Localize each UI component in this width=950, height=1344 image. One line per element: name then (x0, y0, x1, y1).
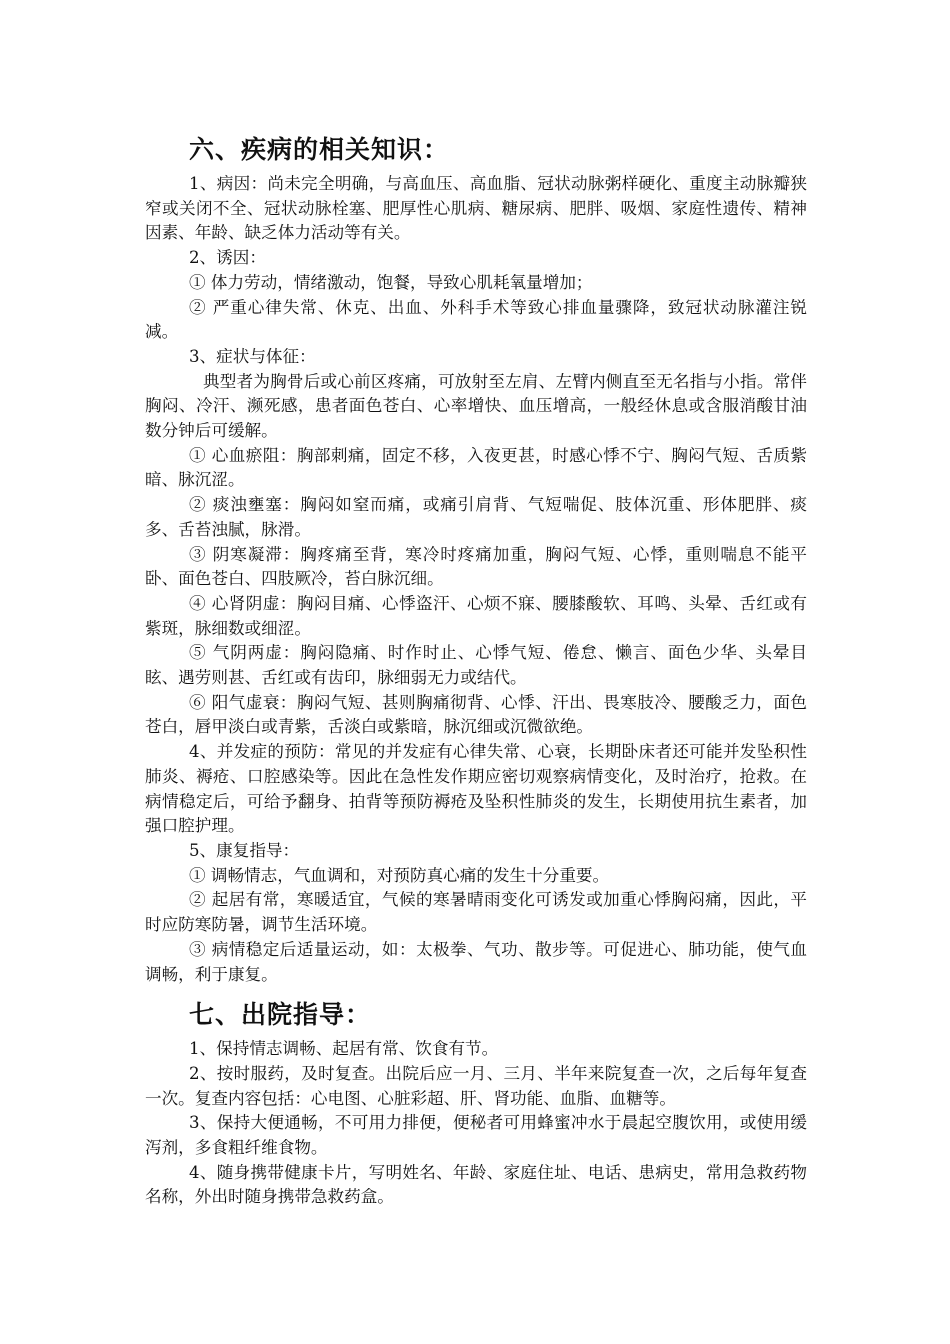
paragraph-rehab-1: ① 调畅情志，气血调和，对预防真心痛的发生十分重要。 (189, 865, 610, 885)
paragraph-syndrome-2: ② 痰浊壅塞：胸闷如窒而痛，或痛引肩背、气短喘促、肢体沉重、形体肥胖、痰多、舌苔浊腻，脉滑。 (145, 495, 807, 539)
document-page (145, 128, 807, 1210)
paragraph-syndrome-1: ① 心血瘀阻：胸部刺痛，固定不移，入夜更甚，时感心悸不宁、胸闷气短、舌质紫暗、脉沉涩。 (145, 445, 807, 490)
paragraph-rehab-3: ③ 病情稳定后适量运动，如：太极拳、气功、散步等。可促进心、肺功能，使气血调畅，利于康复。 (145, 939, 807, 984)
paragraph-discharge-3: 3、保持大便通畅，不可用力排便，便秘者可用蜂蜜冲水于晨起空腹饮用，或使用缓泻剂，多食粗纤维食物。 (145, 1113, 807, 1158)
paragraph-syndrome-4: ④ 心肾阴虚：胸闷目痛、心悸盗汗、心烦不寐、腰膝酸软、耳鸣、头晕、舌红或有紫斑，脉细数或细涩。 (145, 593, 807, 638)
paragraph-trigger-1: ① 体力劳动，情绪激动，饱餐，导致心肌耗氧量增加； (189, 272, 593, 292)
paragraph-syndrome-3: ③ 阴寒凝滞：胸疼痛至背，寒冷时疼痛加重，胸闷气短、心悸，重则喘息不能平卧、面色苍白、四肢厥冷，苔白脉沉细。 (145, 544, 807, 589)
paragraph-typical-symptoms: 典型者为胸骨后或心前区疼痛，可放射至左肩、左臂内侧直至无名指与小指。常伴胸闷、冷汗、濒死感，患者面色苍白、心率增快、血压增高，一般经休息或含服消酸甘油数分钟后可缓解。 (145, 371, 807, 441)
paragraph-etiology: 1、病因：尚未完全明确，与高血压、高血脂、冠状动脉粥样硬化、重度主动脉瓣狭窄或关闭不全、冠状动脉栓塞、肥厚性心肌病、糖尿病、肥胖、吸烟、家庭性遗传、精神因素、年龄、缺乏体力活动等有关。 (145, 174, 807, 243)
paragraph-rehab-2: ② 起居有常，寒暖适宜，气候的寒暑晴雨变化可诱发或加重心悸胸闷痛，因此，平时应防寒防暑，调节生活环境。 (145, 890, 807, 935)
paragraph-complication-prevention: 4、并发症的预防：常见的并发症有心律失常、心衰，长期卧床者还可能并发坠积性肺炎、褥疮、口腔感染等。因此在急性发作期应密切观察病情变化，及时治疗，抢救。在病情稳定后，可给予翻身、拍背等预防褥疮及坠积性肺炎的发生，长期使用抗生素者，加强口腔护理。 (145, 742, 807, 836)
paragraph-discharge-2: 2、按时服药，及时复查。出院后应一月、三月、半年来院复查一次，之后每年复查一次。复查内容包括：心电图、心脏彩超、肝、肾功能、血脂、血糖等。 (145, 1063, 807, 1108)
paragraph-rehab-title: 5、康复指导： (189, 840, 300, 860)
paragraph-discharge-4: 4、随身携带健康卡片，写明姓名、年龄、家庭住址、电话、患病史，常用急救药物名称，外出时随身携带急救药盒。 (145, 1162, 807, 1207)
paragraph-discharge-1: 1、保持情志调畅、起居有常、饮食有节。 (189, 1039, 499, 1059)
paragraph-symptoms-title: 3、症状与体征： (189, 346, 316, 366)
paragraph-triggers-title: 2、诱因： (189, 248, 266, 268)
section-heading-discharge-guidance: 七、出院指导： (189, 1000, 372, 1030)
paragraph-syndrome-6: ⑥ 阳气虚衰：胸闷气短、甚则胸痛彻背、心悸、汗出、畏寒肢冷、腰酸乏力，面色苍白，唇甲淡白或青紫，舌淡白或紫暗，脉沉细或沉微欲绝。 (145, 692, 807, 737)
paragraph-trigger-2: ② 严重心律失常、休克、出血、外科手术等致心排血量骤降，致冠状动脉灌注锐减。 (145, 297, 807, 342)
paragraph-syndrome-5: ⑤ 气阴两虚：胸闷隐痛、时作时止、心悸气短、倦怠、懒言、面色少华、头晕目眩、遇劳则甚、舌红或有齿印，脉细弱无力或结代。 (145, 643, 807, 688)
section-heading-disease-knowledge: 六、疾病的相关知识： (189, 135, 450, 164)
